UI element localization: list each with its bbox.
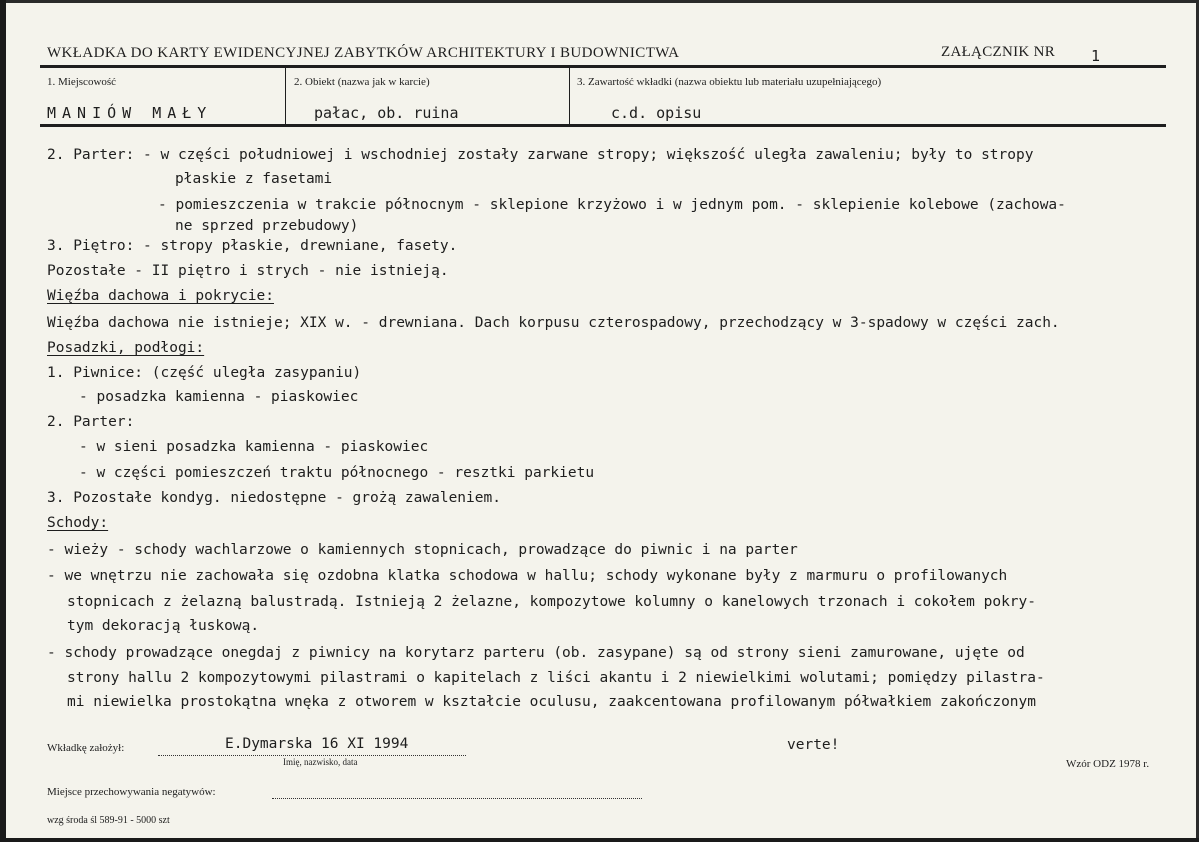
text-line: Więźba dachowa nie istnieje; XIX w. - drewniana. Dach korpusu czterospadowy, przechodzący w 3-spadowy w części zach.: [47, 315, 1060, 331]
text-line: - w sieni posadzka kamienna - piaskowiec: [79, 439, 429, 455]
text-line: płaskie z fasetami: [175, 171, 333, 187]
text-line: 2. Parter: - w części południowej i wschodniej zostały zarwane stropy; większość uległa zawaleniu; były to stropy: [47, 147, 1034, 163]
text-line: 1. Piwnice: (część uległa zasypaniu): [47, 365, 362, 381]
text-line: - schody prowadzące onegdaj z piwnicy na korytarz parteru (ob. zasypane) są od strony sieni zamurowane, ujęte od: [47, 645, 1025, 661]
object-label: 2. Obiekt (nazwa jak w karcie): [294, 76, 430, 88]
text-line: 3. Pozostałe kondyg. niedostępne - grożą zawaleniem.: [47, 490, 501, 506]
created-by-value: E.Dymarska 16 XI 1994: [225, 736, 409, 752]
text-line: mi niewielka prostokątna wnęka z otworem w kształcie oculusu, zaakcentowana profilowanym półwałkiem zakończonym: [67, 694, 1037, 710]
text-line: 3. Piętro: - stropy płaskie, drewniane, fasety.: [47, 238, 458, 254]
attachment-label: ZAŁĄCZNIK NR: [941, 44, 1056, 60]
verte-note: verte!: [787, 737, 840, 753]
section-heading: Więźba dachowa i pokrycie:: [47, 288, 274, 304]
locality-label: 1. Miejscowość: [47, 76, 117, 88]
negatives-location-label: Miejsce przechowywania negatywów:: [47, 786, 216, 798]
text-line: ne sprzed przebudowy): [175, 218, 359, 234]
text-line: 2. Parter:: [47, 414, 135, 430]
text-line: - we wnętrzu nie zachowała się ozdobna klatka schodowa w hallu; schody wykonane były z marmuru o profilowanych: [47, 568, 1008, 584]
section-heading: Schody:: [47, 515, 109, 531]
form-title: WKŁADKA DO KARTY EWIDENCYJNEJ ZABYTKÓW ARCHITEKTURY I BUDOWNICTWA: [47, 45, 680, 61]
template-version: Wzór ODZ 1978 r.: [1066, 758, 1150, 770]
text-line: Pozostałe - II piętro i strych - nie istnieją.: [47, 263, 449, 279]
print-info: wzg środa śl 589-91 - 5000 szt: [47, 815, 170, 826]
created-by-caption: Imię, nazwisko, data: [283, 757, 358, 767]
text-line: tym dekoracją łuskową.: [67, 618, 260, 634]
locality-value: MANIÓW MAŁY: [47, 104, 213, 122]
text-line: - w części pomieszczeń traktu północnego - resztki parkietu: [79, 465, 595, 481]
text-line: stopnicach z żelazną balustradą. Istnieją 2 żelazne, kompozytowe kolumny o kanelowych trzonach i cokołem pokry-: [67, 594, 1037, 610]
content-label: 3. Zawartość wkładki (nazwa obiektu lub materiału uzupełniającego): [577, 76, 882, 88]
negatives-location-dotted-line: [272, 797, 642, 799]
object-value: pałac, ob. ruina: [314, 104, 459, 122]
text-line: strony hallu 2 kompozytowymi pilastrami o kapitelach z liści akantu i 2 niewielkimi wolutami; pomiędzy pilastra-: [67, 670, 1045, 686]
created-by-dotted-line: [158, 754, 466, 756]
created-by-label: Wkładkę założył:: [47, 742, 125, 754]
attachment-number: 1: [1091, 47, 1101, 65]
text-line: - wieży - schody wachlarzowe o kamiennych stopnicach, prowadzące do piwnic i na parter: [47, 542, 798, 558]
section-heading: Posadzki, podłogi:: [47, 340, 205, 356]
content-value: c.d. opisu: [611, 104, 702, 122]
text-line: - pomieszczenia w trakcie północnym - sklepione krzyżowo i w jednym pom. - sklepienie kolebowe (zachowa-: [158, 197, 1066, 213]
text-line: - posadzka kamienna - piaskowiec: [79, 389, 359, 405]
